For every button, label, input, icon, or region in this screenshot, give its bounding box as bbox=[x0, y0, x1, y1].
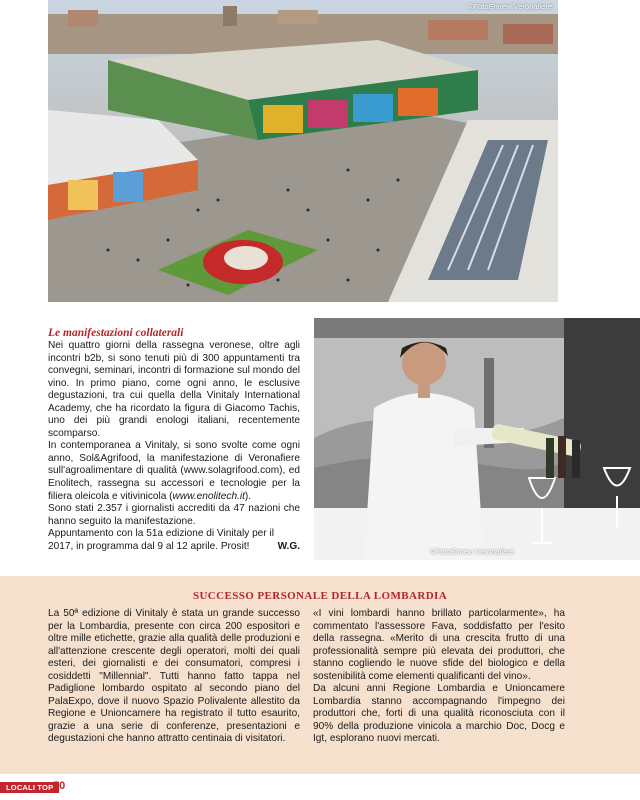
box-paragraph: «I vini lombardi hanno brillato particolarmente», ha commentato l'assessore Fava, soddisfatto per l'esito della rassegna. «Merito di una crescita frutto di una professionalità sempre più elevata dei produttori, che stanno cogliendo le nuove sfide del biologico e della sostenibilità come elementi qualificanti del vino». bbox=[313, 608, 565, 682]
sommelier-photo bbox=[314, 318, 640, 560]
aerial-photo-image bbox=[48, 0, 558, 302]
box-left-column bbox=[48, 608, 300, 746]
aerial-photo bbox=[48, 0, 558, 302]
sommelier-photo-image bbox=[314, 318, 640, 560]
page-footer bbox=[0, 780, 120, 794]
box-paragraph: Da alcuni anni Regione Lombardia e Unioncamere Lombardia stanno accompagnando l'impegno dei produttori che, forti di una qualità riconosciuta con il 90% della produzione vinicola a marchio Doc, Docg e Igt, esplorano nuovi mercati. bbox=[313, 683, 565, 745]
box-paragraph: La 50ª edizione di Vinitaly è stata un grande successo per la Lombardia, presente con circa 200 espositori e oltre mille etichette, grazie alla qualità delle produzioni e all'attenzione crescente degli operatori, molti dei quali esteri, dei giornalisti e dei consumatori, compresi i cosiddetti "Millennial". Tutti hanno fatto tappa nel Padiglione lombardo ospitato al secondo piano del PalaExpo, dove il nuovo Spazio Polivalente allestito da Regione e Unioncamere ha registrato il tutto esaurito, grazie a una serie di conferenze, presentazioni e degustazioni che hanno attratto centinaia di visitatori. bbox=[48, 608, 300, 745]
article-heading: Le manifestazioni collaterali bbox=[48, 327, 184, 339]
box-right-column bbox=[313, 608, 565, 746]
magazine-brand: LOCALI TOP bbox=[0, 782, 59, 793]
article-text: In contemporanea a Vinitaly, si sono svolte come ogni anno, Sol&Agrifood, la manifestazione di Veronafiere sull'agroalimentare di qualità (www.solagrifood.com), ed Enolitech, rassegna su accessori e tecnologie per la filiera oleicola e vitivinicola ( bbox=[48, 440, 300, 502]
photo-credit: ©FotoEnnevi Veronafiere bbox=[467, 2, 552, 11]
photo-credit: ©FotoEnnevi Veronafiere bbox=[430, 547, 515, 556]
article-text: ). bbox=[244, 490, 252, 502]
enolitech-link: www.enolitech.it bbox=[172, 490, 245, 502]
article-paragraph: Sono stati 2.357 i giornalisti accrediti da 47 nazioni che hanno seguito la manifestazione. bbox=[48, 503, 300, 527]
author-signature: W.G. bbox=[277, 540, 300, 552]
article-paragraph bbox=[48, 528, 300, 553]
lombardia-sidebar-box bbox=[0, 576, 640, 774]
article-paragraph bbox=[48, 440, 300, 503]
box-title: SUCCESSO PERSONALE DELLA LOMBARDIA bbox=[192, 590, 448, 602]
article-text: Appuntamento con la 51a edizione di Vinitaly per il 2017, in programma dal 9 al 12 aprile. Prosit! bbox=[48, 528, 274, 552]
page-number: 50 bbox=[53, 780, 66, 792]
article-collateral-events bbox=[48, 327, 300, 553]
article-paragraph: Nei quattro giorni della rassegna veronese, oltre agli incontri b2b, si sono tenuti più di 300 appuntamenti tra convegni, seminari, incontri di formazione sul mondo del vino. In primo piano, come ogni anno, le esclusive degustazioni, tra cui quella della Vinitaly International Academy, che ha ricordato la figura di Giacomo Tachis, uno dei più grandi enologi italiani, recentemente scomparso. bbox=[48, 340, 300, 439]
